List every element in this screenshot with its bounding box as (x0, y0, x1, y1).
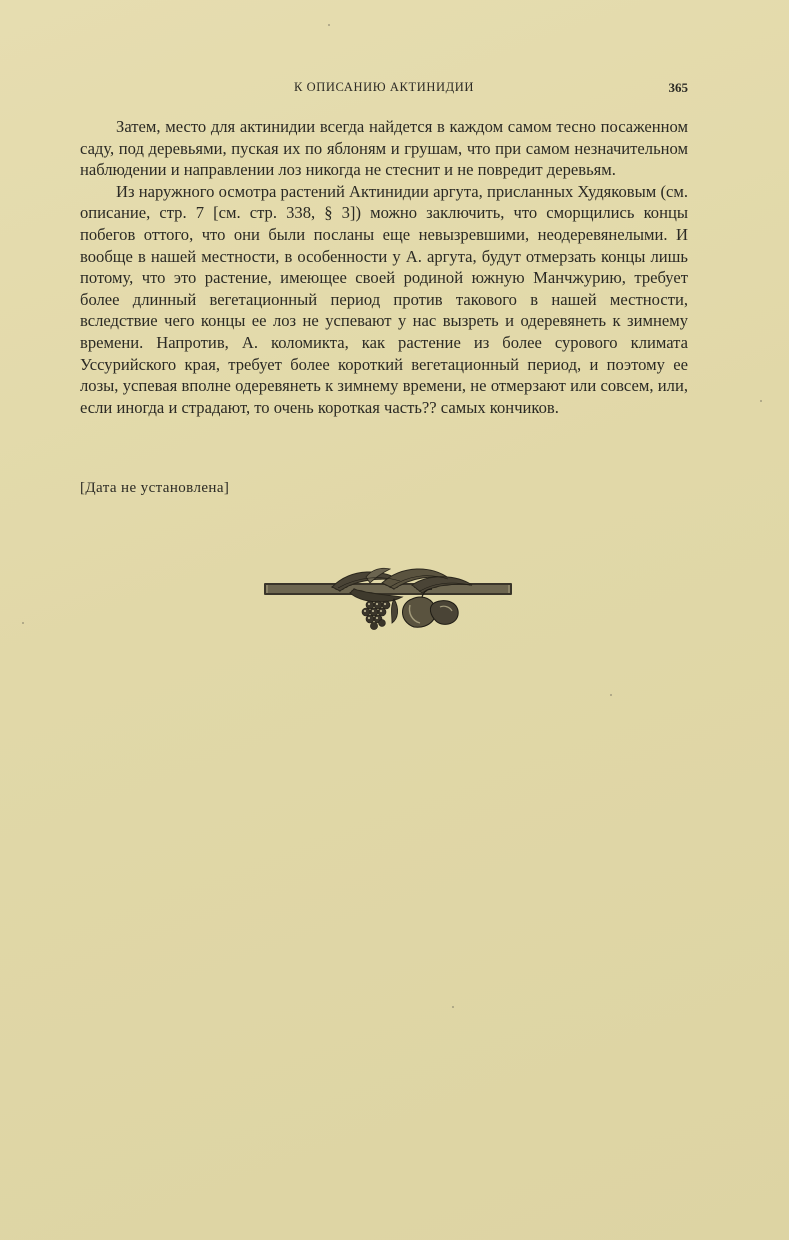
body-text (80, 116, 688, 418)
paper-speck (22, 622, 24, 624)
paper-speck (760, 400, 762, 402)
paragraph-2: Из наружного осмотра растений Актинидии аргута, присланных Худяковым (см. описание, стр. 7 [см. стр. 338, § 3]) можно заключить, что сморщились концы побегов оттого, что они были посланы еще невызревшими, неодеревянелыми. И вообще в нашей местности, в особенности у А. аргута, будут отмерзать концы лишь потому, что это растение, имеющее своей родиной южную Манчжурию, требует более длинный вегетационный период против такового в нашей местности, вследствие чего концы ее лоз не успевают у нас вызреть и одеревянеть к зимнему времени. Напротив, А. коломикта, как растение из более сурового климата Уссурийского края, требует более короткий вегетационный период, и поэтому ее лозы, успевая вполне одеревянеть к зимнему времени, не отмерзают или совсем, или, если иногда и страдают, то очень короткая часть?? самых кончиков. (80, 181, 688, 417)
date-note: [Дата не установлена] (80, 480, 230, 496)
page-number: 365 (668, 80, 688, 95)
paper-speck (328, 24, 330, 26)
paragraph-1: Затем, место для актинидии всегда найдется в каждом самом тесно посаженном саду, под деревьями, пуская их по яблоням и грушам, что при самом незначительном наблюдении и направлении лоз никогда не стеснит и не повредит деревьям. (80, 117, 688, 180)
fruit-and-leaf-tailpiece-icon (262, 563, 514, 635)
paper-speck (610, 694, 612, 696)
running-title: К ОПИСАНИЮ АКТИНИДИИ (294, 80, 474, 94)
running-head (80, 80, 688, 100)
paper-speck (452, 1006, 454, 1008)
